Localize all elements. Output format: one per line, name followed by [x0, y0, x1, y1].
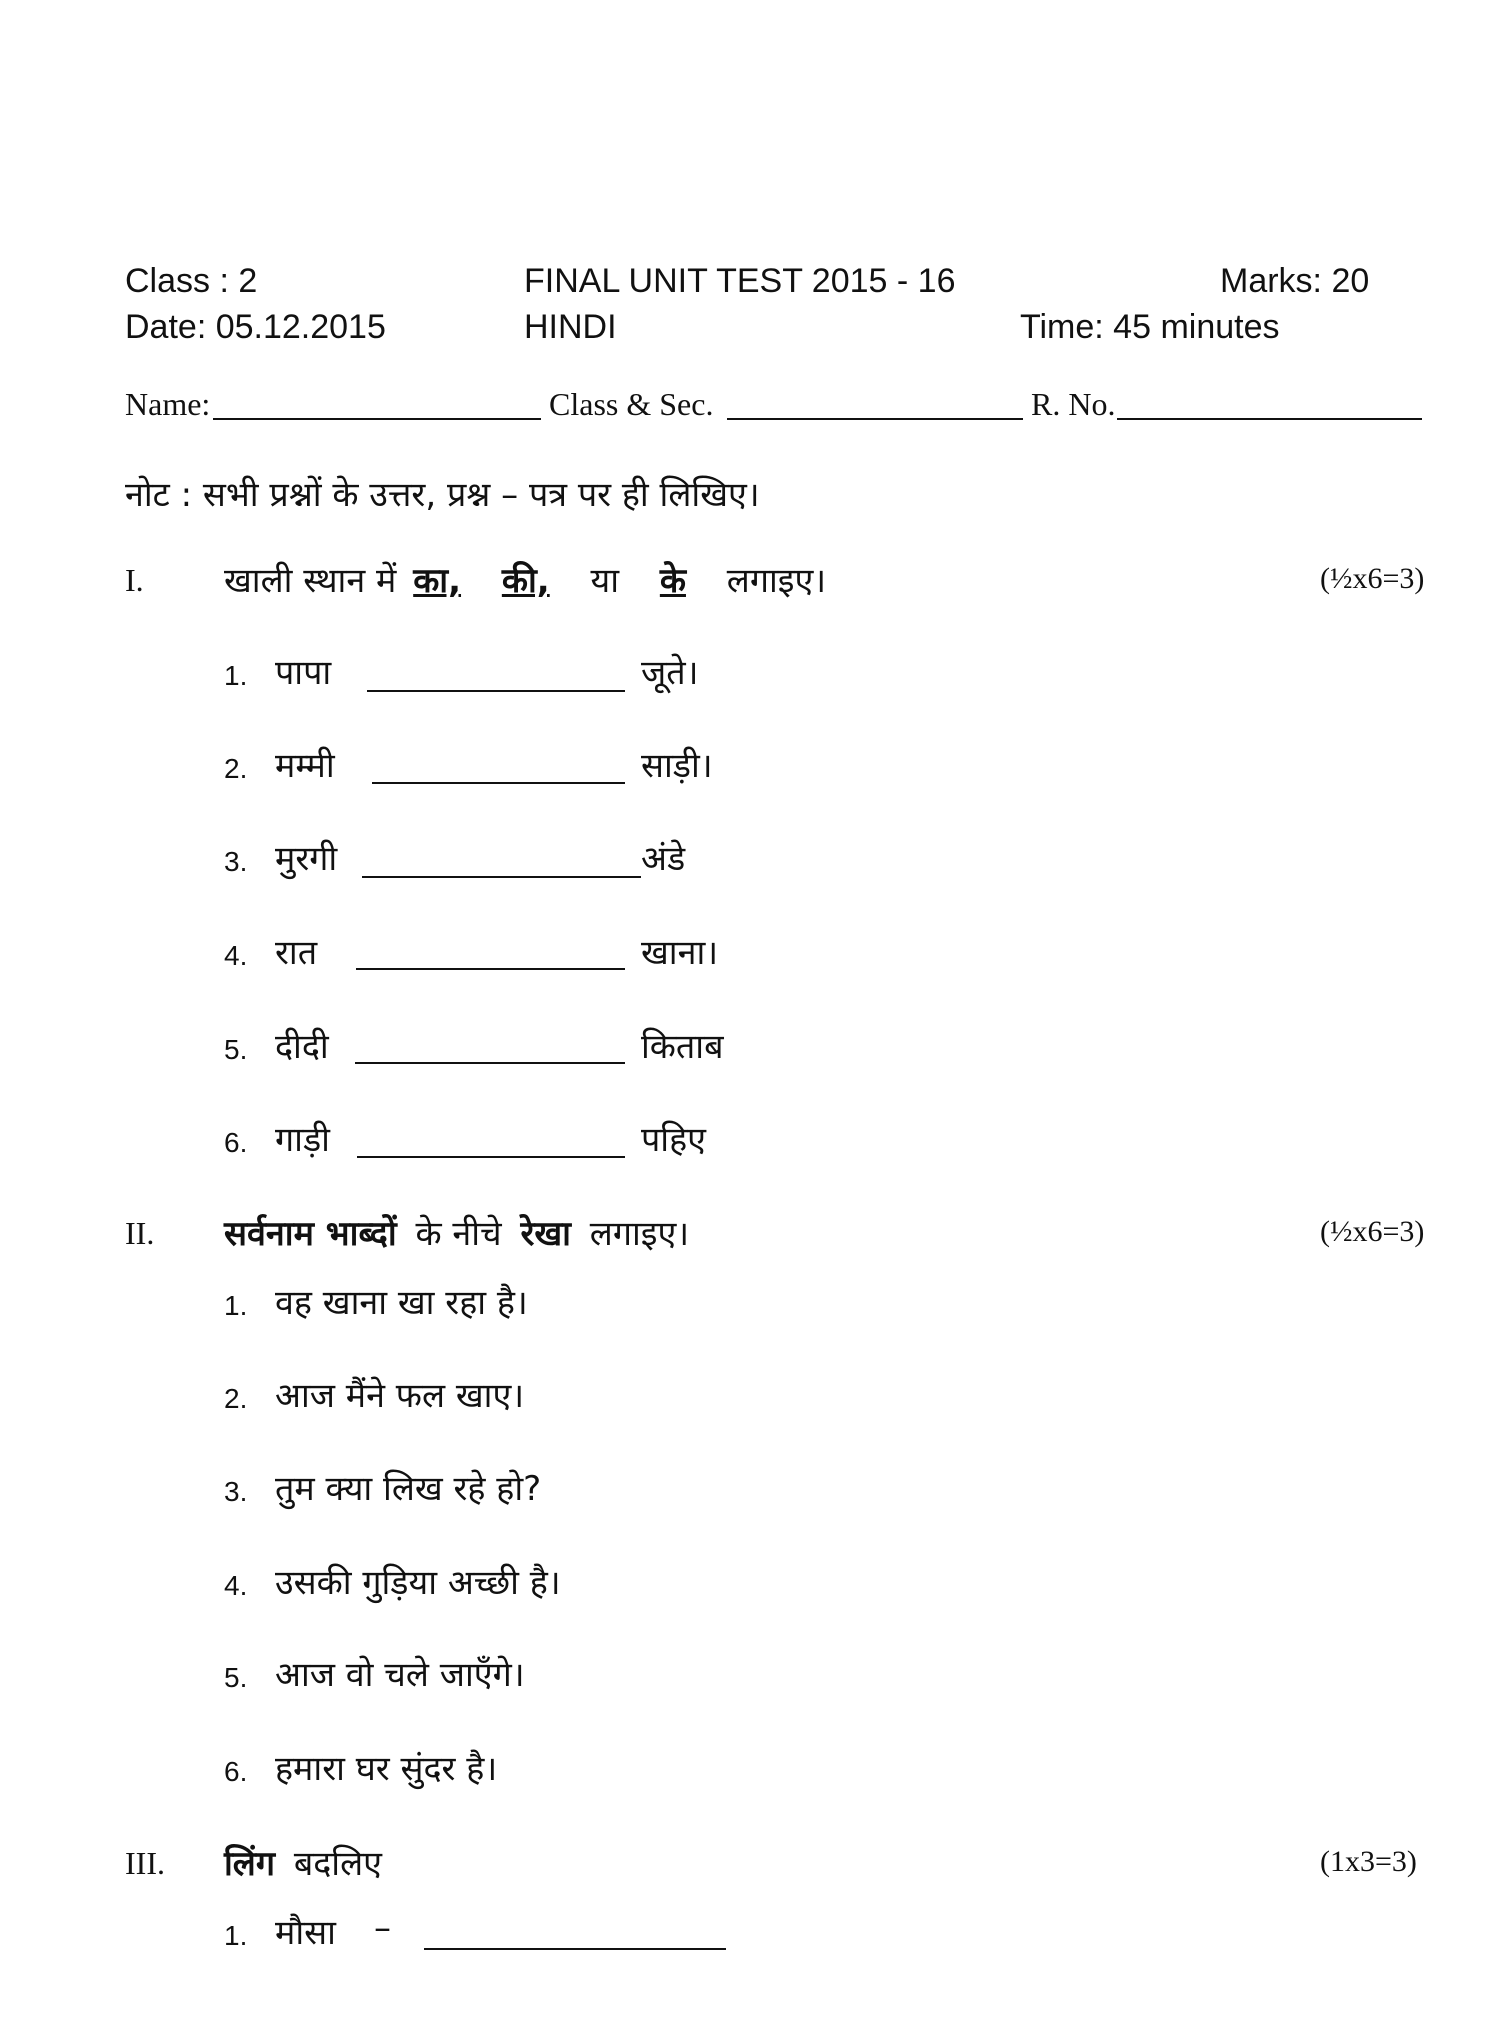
- q1-item-right: जूते।: [641, 653, 699, 693]
- q2-item-text: वह खाना खा रहा है।: [275, 1283, 528, 1323]
- q1-item-right: खाना।: [641, 933, 719, 973]
- name-blank[interactable]: [213, 418, 541, 420]
- class-sec-label: Class & Sec.: [549, 386, 714, 422]
- q1-item-number: 5.: [224, 1034, 248, 1065]
- q1-item-left: मुरगी: [275, 839, 338, 879]
- q3-item-blank[interactable]: [424, 1948, 726, 1950]
- q1-item-right: अंडे: [641, 839, 686, 879]
- roll-number-label: R. No.: [1031, 386, 1116, 422]
- q2-item-text: आज मैंने फल खाए।: [275, 1376, 525, 1416]
- q2-item-number: 5.: [224, 1662, 248, 1693]
- q3-item-dash: –: [374, 1908, 391, 1948]
- q1-instruction-end: लगाइए।: [726, 561, 827, 601]
- q1-item-right: पहिए: [641, 1120, 706, 1160]
- q1-number: I.: [125, 562, 144, 598]
- q2-item-text: हमारा घर सुंदर है।: [275, 1749, 498, 1789]
- q1-option-ki: की,: [501, 561, 550, 601]
- q3-marks: (1x3=3): [1320, 1845, 1417, 1878]
- q2-instruction-bold2: रेखा: [520, 1214, 571, 1254]
- q3-item-text: मौसा: [275, 1913, 336, 1953]
- q2-item-text: उसकी गुड़िया अच्छी है।: [275, 1563, 561, 1603]
- class-sec-blank[interactable]: [727, 418, 1023, 420]
- note-text: नोट : सभी प्रश्नों के उत्तर, प्रश्न – पत्र पर ही लिखिए।: [125, 475, 760, 515]
- q1-marks: (½x6=3): [1320, 562, 1425, 595]
- q2-item-number: 3.: [224, 1476, 248, 1507]
- q1-item-blank[interactable]: [367, 690, 625, 692]
- q1-option-ke: के: [659, 561, 686, 601]
- q2-instruction-mid: के नीचे: [415, 1214, 502, 1254]
- q1-instruction-start: खाली स्थान में: [224, 561, 397, 601]
- q2-instruction-end: लगाइए।: [589, 1214, 690, 1254]
- q1-item-blank[interactable]: [356, 968, 625, 970]
- q1-item-left: दीदी: [275, 1027, 329, 1067]
- q3-number: III.: [125, 1845, 165, 1881]
- q3-instruction-bold: लिंग: [224, 1844, 275, 1884]
- q1-item-number: 4.: [224, 940, 248, 971]
- q1-item-blank[interactable]: [372, 782, 625, 784]
- q2-item-number: 1.: [224, 1290, 248, 1321]
- q1-option-ka: का,: [413, 561, 462, 601]
- q3-instruction-end: बदलिए: [293, 1844, 382, 1884]
- q1-or: या: [590, 561, 620, 601]
- name-label: Name:: [125, 386, 211, 422]
- roll-number-blank[interactable]: [1117, 418, 1422, 420]
- q1-instruction: [224, 556, 826, 602]
- q2-instruction-bold1: सर्वनाम भाब्दों: [224, 1214, 397, 1254]
- q2-item-text: तुम क्या लिख रहे हो?: [275, 1469, 542, 1509]
- test-title: FINAL UNIT TEST 2015 - 16: [524, 262, 956, 300]
- marks-label: Marks: 20: [1220, 262, 1370, 300]
- q1-item-number: 6.: [224, 1127, 248, 1158]
- q1-item-blank[interactable]: [357, 1156, 625, 1158]
- q1-item-left: गाड़ी: [275, 1120, 330, 1160]
- q2-instruction: [224, 1209, 689, 1255]
- time-label: Time: 45 minutes: [1020, 308, 1280, 346]
- q2-item-number: 6.: [224, 1756, 248, 1787]
- q2-item-number: 2.: [224, 1383, 248, 1414]
- subject-label: HINDI: [524, 308, 617, 346]
- q1-item-number: 2.: [224, 753, 248, 784]
- q3-item-number: 1.: [224, 1920, 248, 1951]
- q1-item-left: पापा: [275, 653, 332, 693]
- q1-item-number: 3.: [224, 846, 248, 877]
- q2-marks: (½x6=3): [1320, 1215, 1425, 1248]
- q1-item-blank[interactable]: [362, 876, 641, 878]
- q1-item-left: मम्मी: [275, 746, 335, 786]
- class-label: Class : 2: [125, 262, 258, 300]
- q2-number: II.: [125, 1215, 155, 1251]
- date-label: Date: 05.12.2015: [125, 308, 386, 346]
- q1-item-number: 1.: [224, 660, 248, 691]
- q2-item-text: आज वो चले जाएँगे।: [275, 1655, 525, 1695]
- q1-item-right: किताब: [641, 1027, 724, 1067]
- q1-item-blank[interactable]: [355, 1062, 625, 1064]
- q3-instruction: [224, 1839, 382, 1885]
- q2-item-number: 4.: [224, 1570, 248, 1601]
- q1-item-left: रात: [275, 933, 318, 973]
- q1-item-right: साड़ी।: [641, 746, 713, 786]
